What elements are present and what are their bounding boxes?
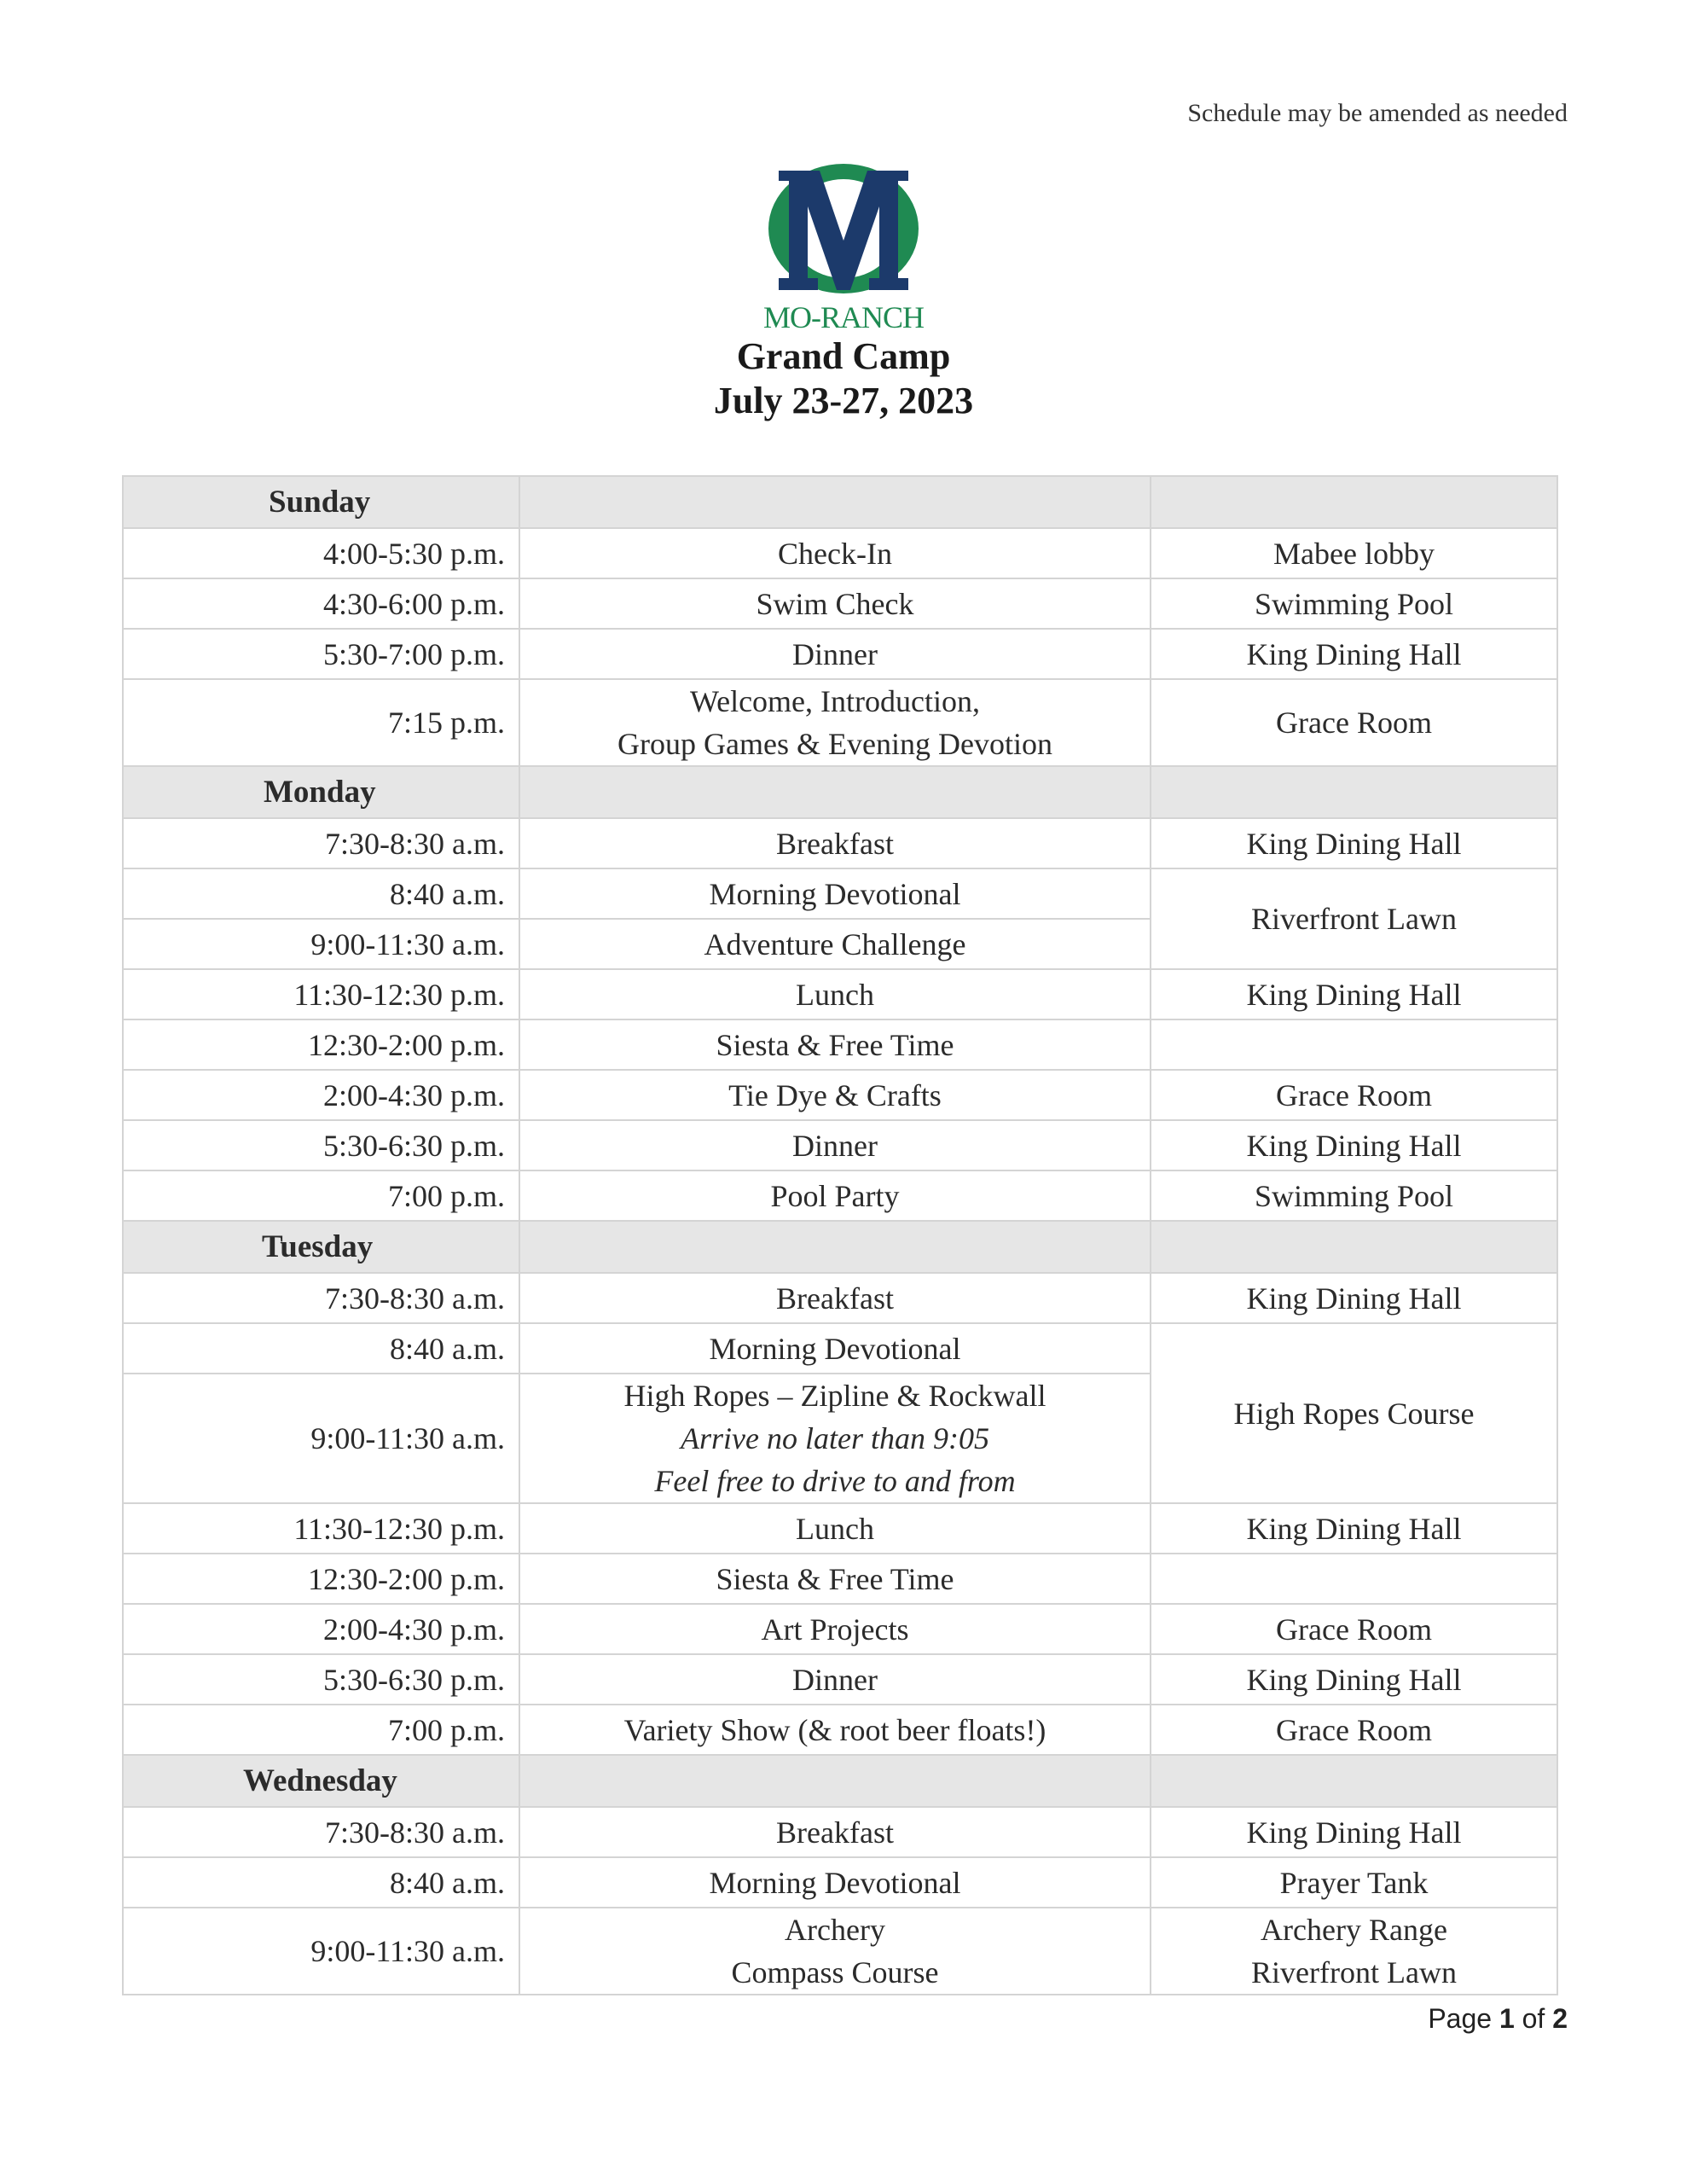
event-location: King Dining Hall bbox=[1151, 818, 1557, 868]
event-activity: Siesta & Free Time bbox=[519, 1554, 1151, 1604]
event-location: Grace Room bbox=[1151, 1070, 1557, 1120]
day-row-blank bbox=[519, 1221, 1151, 1273]
event-activity: Pool Party bbox=[519, 1170, 1151, 1221]
day-label: Sunday bbox=[123, 476, 519, 528]
table-row bbox=[123, 1019, 1557, 1070]
page-indicator bbox=[1428, 2003, 1568, 2035]
page-current: 1 bbox=[1499, 2003, 1515, 2034]
table-row bbox=[123, 1654, 1557, 1705]
day-row-blank bbox=[1151, 1221, 1557, 1273]
event-location: Swimming Pool bbox=[1151, 1170, 1557, 1221]
event-activity: Morning Devotional bbox=[519, 1857, 1151, 1908]
table-row bbox=[123, 1070, 1557, 1120]
event-time: 11:30-12:30 p.m. bbox=[123, 969, 519, 1019]
event-time: 4:00-5:30 p.m. bbox=[123, 528, 519, 578]
table-row bbox=[123, 969, 1557, 1019]
table-row bbox=[123, 1705, 1557, 1755]
event-location: Grace Room bbox=[1151, 1705, 1557, 1755]
brand-name: MO-RANCH bbox=[762, 300, 924, 334]
event-activity bbox=[519, 1374, 1151, 1503]
day-row-wednesday bbox=[123, 1755, 1557, 1807]
event-activity: Breakfast bbox=[519, 818, 1151, 868]
table-row bbox=[123, 1120, 1557, 1170]
event-activity: Dinner bbox=[519, 629, 1151, 679]
table-row bbox=[123, 629, 1557, 679]
event-time: 2:00-4:30 p.m. bbox=[123, 1604, 519, 1654]
event-activity: Morning Devotional bbox=[519, 868, 1151, 919]
day-row-blank bbox=[519, 766, 1151, 818]
event-time: 4:30-6:00 p.m. bbox=[123, 578, 519, 629]
event-time: 2:00-4:30 p.m. bbox=[123, 1070, 519, 1120]
event-time: 8:40 a.m. bbox=[123, 868, 519, 919]
event-activity: Swim Check bbox=[519, 578, 1151, 629]
table-row bbox=[123, 1857, 1557, 1908]
event-location: Swimming Pool bbox=[1151, 578, 1557, 629]
event-location: King Dining Hall bbox=[1151, 969, 1557, 1019]
table-row bbox=[123, 1323, 1557, 1374]
table-row bbox=[123, 1604, 1557, 1654]
activity-line: Group Games & Evening Devotion bbox=[617, 727, 1052, 761]
amend-note: Schedule may be amended as needed bbox=[1187, 99, 1568, 127]
event-activity bbox=[519, 1908, 1151, 1995]
event-location bbox=[1151, 1554, 1557, 1604]
event-activity: Breakfast bbox=[519, 1807, 1151, 1857]
event-location: King Dining Hall bbox=[1151, 1654, 1557, 1705]
event-activity: Siesta & Free Time bbox=[519, 1019, 1151, 1070]
activity-line: Welcome, Introduction, bbox=[690, 684, 980, 718]
day-row-blank bbox=[1151, 766, 1557, 818]
event-time: 7:15 p.m. bbox=[123, 679, 519, 766]
logo-block bbox=[0, 162, 1687, 423]
table-row bbox=[123, 578, 1557, 629]
day-row-blank bbox=[1151, 476, 1557, 528]
event-location: Mabee lobby bbox=[1151, 528, 1557, 578]
event-activity: Lunch bbox=[519, 969, 1151, 1019]
activity-line: High Ropes – Zipline & Rockwall bbox=[623, 1379, 1046, 1413]
page-word: Page bbox=[1428, 2003, 1493, 2034]
day-row-monday bbox=[123, 766, 1557, 818]
day-label: Wednesday bbox=[123, 1755, 519, 1807]
event-activity: Adventure Challenge bbox=[519, 919, 1151, 969]
event-activity: Breakfast bbox=[519, 1273, 1151, 1323]
event-location: Prayer Tank bbox=[1151, 1857, 1557, 1908]
table-row bbox=[123, 528, 1557, 578]
table-row bbox=[123, 1273, 1557, 1323]
table-row bbox=[123, 1503, 1557, 1554]
day-row-sunday bbox=[123, 476, 1557, 528]
event-activity: Lunch bbox=[519, 1503, 1151, 1554]
day-label: Monday bbox=[123, 766, 519, 818]
mo-ranch-logo-icon bbox=[767, 162, 920, 299]
page-total: 2 bbox=[1552, 2003, 1568, 2034]
event-location: Riverfront Lawn bbox=[1151, 868, 1557, 969]
event-time: 7:30-8:30 a.m. bbox=[123, 1273, 519, 1323]
table-row bbox=[123, 868, 1557, 919]
table-row bbox=[123, 1807, 1557, 1857]
event-time: 9:00-11:30 a.m. bbox=[123, 919, 519, 969]
table-row bbox=[123, 679, 1557, 766]
day-row-blank bbox=[1151, 1755, 1557, 1807]
table-row bbox=[123, 1170, 1557, 1221]
page-title: Grand Camp bbox=[736, 335, 951, 377]
table-row bbox=[123, 1554, 1557, 1604]
table-row bbox=[123, 1908, 1557, 1995]
event-location: King Dining Hall bbox=[1151, 1120, 1557, 1170]
event-time: 11:30-12:30 p.m. bbox=[123, 1503, 519, 1554]
day-row-blank bbox=[519, 476, 1151, 528]
location-line: Archery Range bbox=[1261, 1913, 1447, 1947]
day-row-blank bbox=[519, 1755, 1151, 1807]
event-time: 7:00 p.m. bbox=[123, 1170, 519, 1221]
activity-note: Arrive no later than 9:05 bbox=[681, 1421, 989, 1455]
activity-line: Archery bbox=[785, 1913, 885, 1947]
event-activity bbox=[519, 679, 1151, 766]
event-location: Grace Room bbox=[1151, 1604, 1557, 1654]
event-activity: Art Projects bbox=[519, 1604, 1151, 1654]
event-time: 7:30-8:30 a.m. bbox=[123, 1807, 519, 1857]
event-time: 12:30-2:00 p.m. bbox=[123, 1019, 519, 1070]
page-of-word: of bbox=[1522, 2003, 1545, 2034]
event-location: King Dining Hall bbox=[1151, 1273, 1557, 1323]
event-time: 7:30-8:30 a.m. bbox=[123, 818, 519, 868]
event-activity: Tie Dye & Crafts bbox=[519, 1070, 1151, 1120]
event-location bbox=[1151, 1908, 1557, 1995]
table-row bbox=[123, 818, 1557, 868]
event-time: 9:00-11:30 a.m. bbox=[123, 1374, 519, 1503]
event-activity: Dinner bbox=[519, 1120, 1151, 1170]
event-location bbox=[1151, 1019, 1557, 1070]
event-location: King Dining Hall bbox=[1151, 629, 1557, 679]
activity-line: Compass Course bbox=[731, 1955, 939, 1989]
day-row-tuesday bbox=[123, 1221, 1557, 1273]
event-dates: July 23-27, 2023 bbox=[713, 380, 974, 421]
event-time: 12:30-2:00 p.m. bbox=[123, 1554, 519, 1604]
event-time: 8:40 a.m. bbox=[123, 1323, 519, 1374]
event-location: King Dining Hall bbox=[1151, 1503, 1557, 1554]
event-location: Grace Room bbox=[1151, 679, 1557, 766]
event-time: 5:30-7:00 p.m. bbox=[123, 629, 519, 679]
event-activity: Morning Devotional bbox=[519, 1323, 1151, 1374]
event-time: 7:00 p.m. bbox=[123, 1705, 519, 1755]
event-time: 9:00-11:30 a.m. bbox=[123, 1908, 519, 1995]
schedule-table bbox=[122, 475, 1558, 1995]
day-label: Tuesday bbox=[123, 1221, 519, 1273]
event-activity: Dinner bbox=[519, 1654, 1151, 1705]
event-location: King Dining Hall bbox=[1151, 1807, 1557, 1857]
event-time: 5:30-6:30 p.m. bbox=[123, 1120, 519, 1170]
event-location: High Ropes Course bbox=[1151, 1323, 1557, 1503]
activity-note: Feel free to drive to and from bbox=[654, 1464, 1016, 1498]
event-activity: Variety Show (& root beer floats!) bbox=[519, 1705, 1151, 1755]
event-time: 8:40 a.m. bbox=[123, 1857, 519, 1908]
location-line: Riverfront Lawn bbox=[1251, 1955, 1457, 1989]
event-activity: Check-In bbox=[519, 528, 1151, 578]
event-time: 5:30-6:30 p.m. bbox=[123, 1654, 519, 1705]
